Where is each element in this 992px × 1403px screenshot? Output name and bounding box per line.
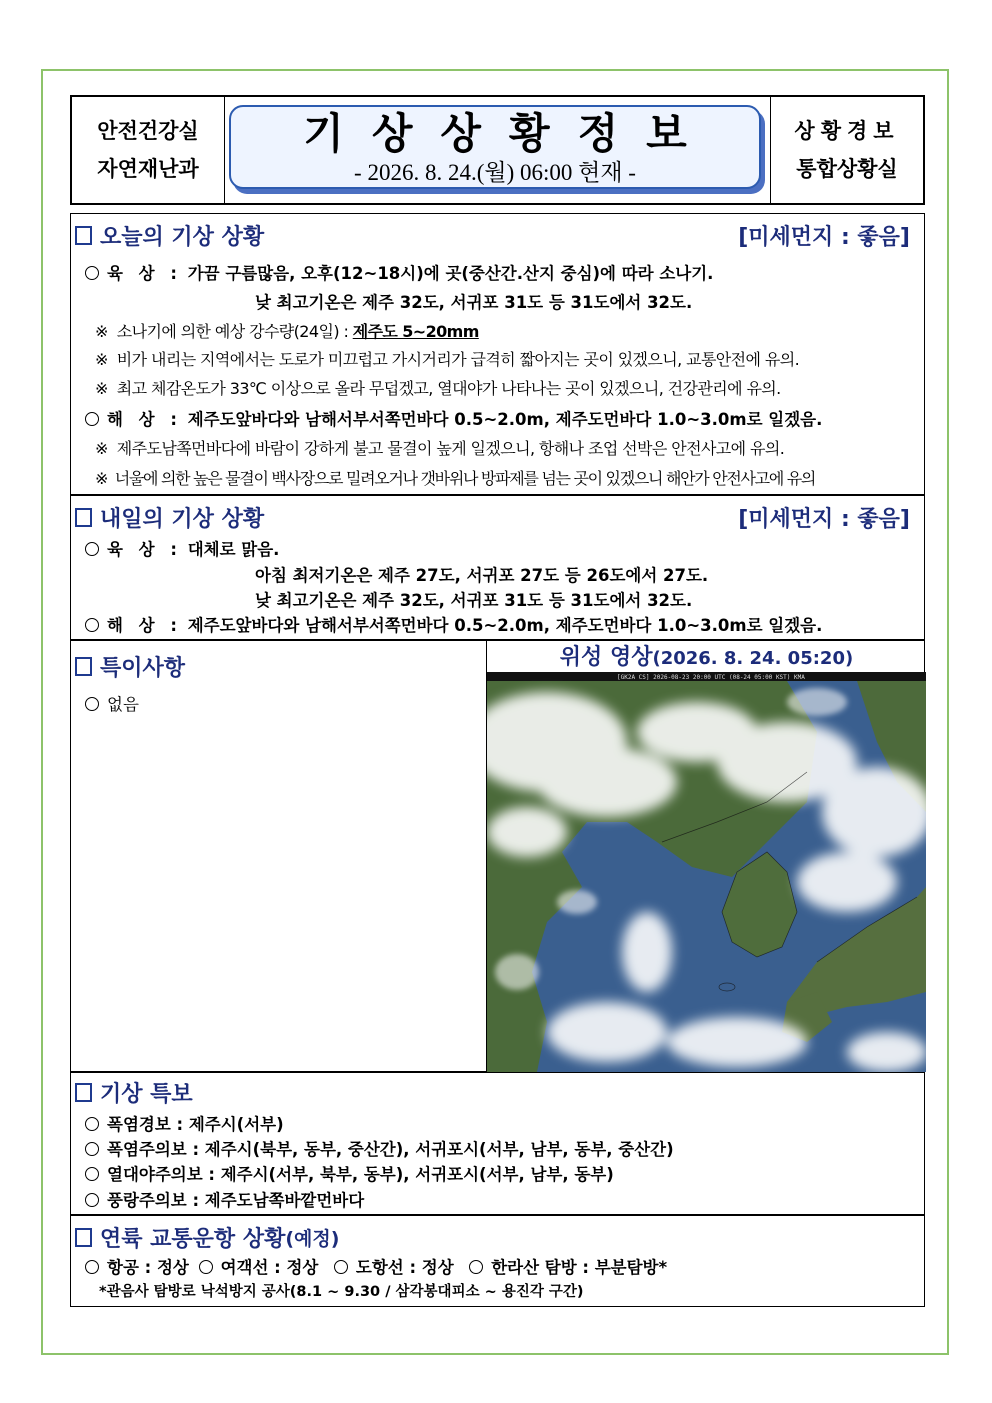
- tomorrow-land-label: 육 상 :: [107, 540, 182, 559]
- title-box: [229, 105, 761, 189]
- circle-bullet-icon: [85, 1193, 99, 1207]
- circle-bullet-icon: [85, 412, 99, 426]
- warnings-section: [70, 1072, 925, 1215]
- warning-item: [85, 1111, 284, 1135]
- today-land-label: 육 상 :: [107, 264, 182, 283]
- tomorrow-title-text: 내일의 기상 상황: [100, 507, 265, 532]
- tomorrow-land-line2: 아침 최저기온은 제주 27도, 서귀포 27도 등 26도에서 27도.: [255, 566, 709, 585]
- circle-bullet-icon: [85, 542, 99, 556]
- division-name: 자연재난과: [97, 157, 199, 181]
- checkbox-square-icon: [75, 657, 92, 676]
- today-note-rain: [95, 319, 479, 342]
- tomorrow-land-line3: 낮 최고기온은 제주 32도, 서귀포 31도 등 31도에서 32도.: [255, 591, 693, 610]
- special-title-text: 특이사항: [100, 656, 186, 681]
- today-title: [75, 220, 264, 251]
- checkbox-square-icon: [75, 226, 92, 245]
- tomorrow-title: [75, 502, 264, 533]
- today-note3-text: 최고 체감온도가 33℃ 이상으로 올라 무덥겠고, 열대야가 나타나는 곳이 있겠으니, 건강관리에 유의.: [116, 379, 781, 398]
- note-mark-icon: ※: [95, 350, 117, 369]
- header-divider-left: [224, 97, 225, 203]
- circle-bullet-icon: [85, 1260, 99, 1274]
- satellite-banner: [GK2A CS] 2026-08-23 20:00 UTC (08-24 05:00 KST) KMA: [617, 674, 805, 681]
- today-dust-status: [미세먼지 : 좋음]: [738, 225, 910, 250]
- today-note5-text: 너울에 의한 높은 물결이 백사장으로 밀려오거나 갯바위나 방파제를 넘는 곳이 있겠으니 해안가 안전사고에 유의: [114, 469, 816, 488]
- satellite-image: [487, 672, 926, 1072]
- today-land-text: 가끔 구름많음, 오후(12~18시)에 곳(중산간.산지 중심)에 따라 소나기.: [187, 264, 714, 283]
- traffic-status-line: [85, 1254, 667, 1278]
- header-left: [72, 97, 224, 203]
- traffic-section: [70, 1215, 925, 1307]
- satellite-time: (2026. 8. 24. 05:20): [652, 648, 854, 669]
- note-mark-icon: ※: [95, 439, 117, 458]
- warning-item-text: 열대야주의보 : 제주시(서부, 북부, 동부), 서귀포시(서부, 남부, 동부): [107, 1165, 614, 1184]
- today-land-line: [85, 260, 713, 284]
- traffic-island-ferry: 도항선 : 정상: [355, 1258, 454, 1277]
- page-subtitle: - 2026. 8. 24.(월) 06:00 현재 -: [354, 160, 636, 185]
- today-note-heat: [95, 376, 781, 399]
- special-item-text: 없음: [107, 695, 139, 714]
- special-item: [85, 691, 139, 715]
- warning-item-text: 풍랑주의보 : 제주도남쪽바깥먼바다: [107, 1191, 365, 1210]
- traffic-footnote: *관음사 탐방로 낙석방지 공사(8.1 ~ 9.30 / 삼각봉대피소 ~ 용진각 구간): [99, 1284, 584, 1300]
- today-note1-prefix: 소나기에 의한 예상 강수량(24일) :: [116, 322, 353, 341]
- satellite-title: [487, 640, 926, 671]
- today-section: [70, 213, 925, 495]
- circle-bullet-icon: [85, 697, 99, 711]
- office-name-1: 상황경보: [794, 119, 900, 143]
- tomorrow-sea-line: [85, 612, 822, 636]
- circle-bullet-icon: [85, 1167, 99, 1181]
- circle-bullet-icon: [85, 266, 99, 280]
- today-sea-text: 제주도앞바다와 남해서부서쪽먼바다 0.5~2.0m, 제주도먼바다 1.0~3.0m로 일겠음.: [187, 410, 823, 429]
- today-note2-text: 비가 내리는 지역에서는 도로가 미끄럽고 가시거리가 급격히 짧아지는 곳이 있겠으니, 교통안전에 유의.: [116, 350, 800, 369]
- tomorrow-land-text: 대체로 맑음.: [187, 540, 280, 559]
- today-note-swell: [95, 466, 815, 489]
- today-land-line2: 낮 최고기온은 제주 32도, 서귀포 31도 등 31도에서 32도.: [255, 293, 693, 312]
- warning-item: [85, 1161, 614, 1185]
- note-mark-icon: ※: [95, 469, 115, 488]
- traffic-ferry: 여객선 : 정상: [220, 1258, 319, 1277]
- warning-item: [85, 1187, 364, 1211]
- today-note4-text: 제주도남쪽먼바다에 바람이 강하게 불고 물결이 높게 일겠으니, 항해나 조업 선박은 안전사고에 유의.: [116, 439, 785, 458]
- note-mark-icon: ※: [95, 322, 117, 341]
- tomorrow-section: [70, 495, 925, 640]
- traffic-title: [75, 1222, 339, 1253]
- traffic-hallasan: 한라산 탐방 : 부분탐방*: [491, 1258, 668, 1277]
- circle-bullet-icon: [85, 1142, 99, 1156]
- traffic-title-text: 연륙 교통운항 상황: [100, 1227, 286, 1252]
- circle-bullet-icon: [85, 1117, 99, 1131]
- checkbox-square-icon: [75, 1228, 92, 1247]
- warnings-title-text: 기상 특보: [100, 1082, 193, 1107]
- circle-bullet-icon: [199, 1260, 213, 1274]
- office-name-2: 통합상황실: [796, 157, 898, 181]
- warnings-title: [75, 1077, 193, 1108]
- page-title: 기상상황정보: [303, 109, 715, 158]
- checkbox-square-icon: [75, 1083, 92, 1102]
- today-sea-line: [85, 406, 822, 430]
- today-sea-label: 해 상 :: [107, 410, 182, 429]
- department-name: 안전건강실: [97, 119, 199, 143]
- warning-item-text: 폭염주의보 : 제주시(북부, 동부, 중산간), 서귀포시(서부, 남부, 동부, 중산간): [107, 1140, 674, 1159]
- satellite-title-text: 위성 영상: [559, 645, 653, 670]
- satellite-panel: [486, 640, 925, 1072]
- today-rain-amount: 제주도 5~20mm: [352, 322, 479, 341]
- header: [70, 95, 925, 205]
- circle-bullet-icon: [85, 618, 99, 632]
- tomorrow-sea-text: 제주도앞바다와 남해서부서쪽먼바다 0.5~2.0m, 제주도먼바다 1.0~3.0m로 일겠음.: [187, 616, 823, 635]
- tomorrow-dust-status: [미세먼지 : 좋음]: [738, 507, 910, 532]
- warning-item-text: 폭염경보 : 제주시(서부): [107, 1115, 284, 1134]
- special-title: [75, 651, 185, 682]
- traffic-title-suffix: (예정): [285, 1228, 340, 1250]
- today-title-text: 오늘의 기상 상황: [100, 225, 265, 250]
- circle-bullet-icon: [334, 1260, 348, 1274]
- checkbox-square-icon: [75, 508, 92, 527]
- circle-bullet-icon: [469, 1260, 483, 1274]
- header-right: [771, 97, 923, 203]
- tomorrow-land-line: [85, 536, 279, 560]
- tomorrow-sea-label: 해 상 :: [107, 616, 182, 635]
- today-note-traffic: [95, 347, 799, 370]
- note-mark-icon: ※: [95, 379, 117, 398]
- warning-item: [85, 1136, 674, 1160]
- traffic-air: 항공 : 정상: [107, 1258, 189, 1277]
- today-note-wave: [95, 436, 784, 459]
